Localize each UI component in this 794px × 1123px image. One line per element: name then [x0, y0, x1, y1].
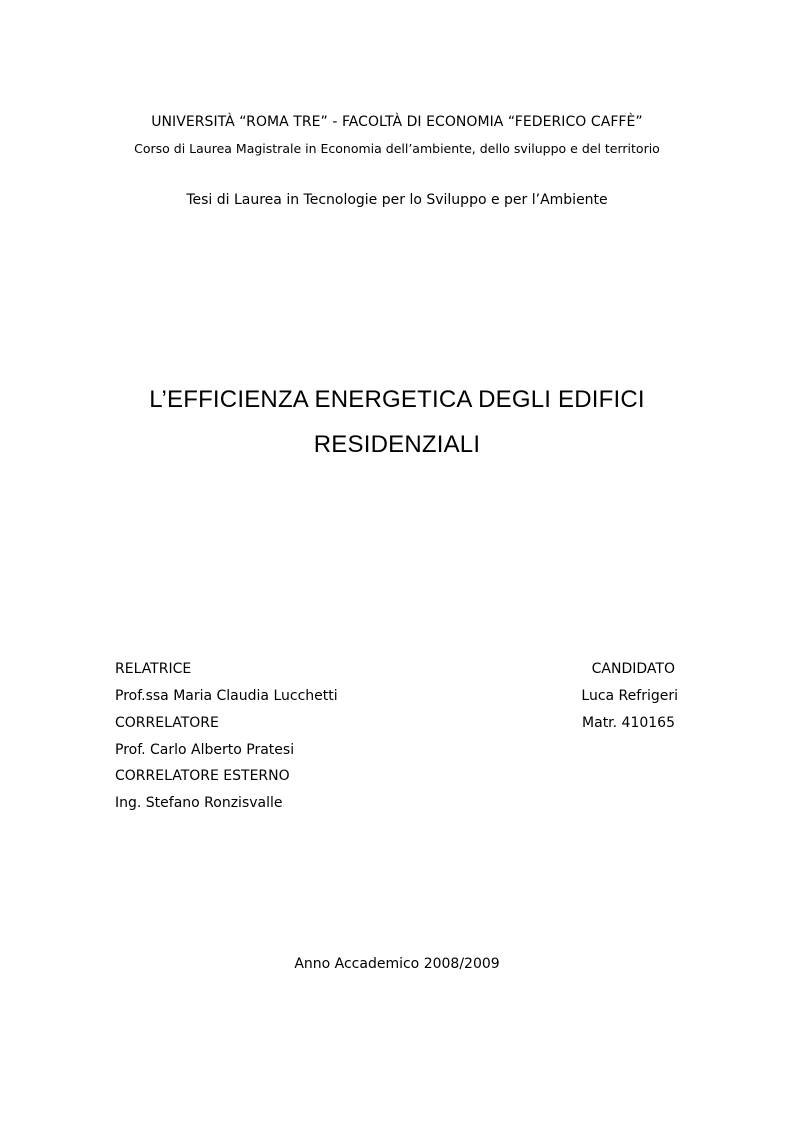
academic-year: Anno Accademico 2008/2009 — [294, 956, 500, 972]
correlatore-name: Prof. Carlo Alberto Pratesi — [115, 742, 295, 758]
thesis-title-line-2: RESIDENZIALI — [313, 431, 481, 458]
course-name: Corso di Laurea Magistrale in Economia dell’ambiente, dello sviluppo e del territorio — [134, 141, 660, 156]
candidate-matricola: Matr. 410165 — [582, 715, 675, 731]
relatrice-label: RELATRICE — [115, 661, 192, 677]
university-heading: UNIVERSITÀ “ROMA TRE” - FACOLTÀ DI ECONOMIA “FEDERICO CAFFÈ” — [151, 114, 643, 130]
relatrice-name: Prof.ssa Maria Claudia Lucchetti — [115, 688, 338, 704]
correlatore-esterno-name: Ing. Stefano Ronzisvalle — [115, 795, 283, 811]
candidate-label: CANDIDATO — [591, 661, 675, 677]
candidate-name: Luca Refrigeri — [581, 688, 678, 704]
thesis-title-line-1: L’EFFICIENZA ENERGETICA DEGLI EDIFICI — [149, 386, 645, 413]
correlatore-label: CORRELATORE — [115, 715, 219, 731]
correlatore-esterno-label: CORRELATORE ESTERNO — [115, 768, 290, 784]
thesis-subject: Tesi di Laurea in Tecnologie per lo Sviluppo e per l’Ambiente — [186, 192, 608, 208]
